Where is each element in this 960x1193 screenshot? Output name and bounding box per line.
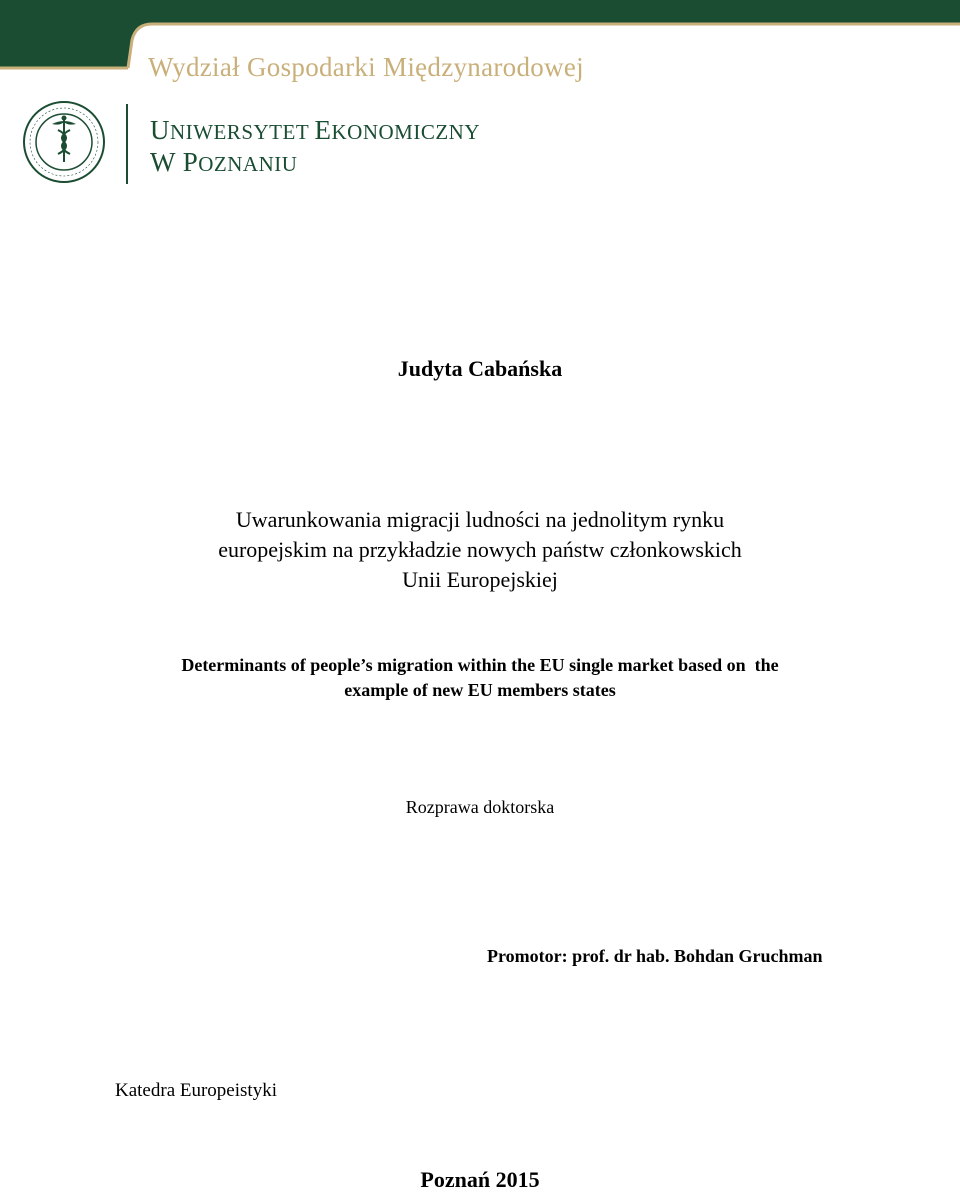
title-en-line: Determinants of people’s migration within the EU single market based on the: [181, 655, 779, 675]
logo-divider: [126, 104, 128, 184]
university-name-part: NIWERSYTET: [170, 120, 315, 144]
faculty-name: Wydział Gospodarki Międzynarodowej: [148, 52, 584, 82]
university-name-initial-wp: W P: [150, 147, 199, 177]
promotor: Promotor: prof. dr hab. Bohdan Gruchman: [487, 946, 823, 966]
university-name-line1: [150, 115, 480, 147]
university-name-part: KONOMICZNY: [331, 120, 481, 144]
title-en-line: example of new EU members states: [344, 680, 616, 700]
university-name-part: OZNANIU: [198, 152, 298, 176]
title-pl-line: Unii Europejskiej: [402, 567, 558, 592]
university-name-initial-e: E: [314, 115, 332, 145]
university-name: [150, 115, 480, 179]
university-name-line2: [150, 147, 480, 179]
thesis-type: Rozprawa doktorska: [405, 797, 555, 817]
university-seal-icon: [22, 100, 106, 184]
place-year: Poznań 2015: [420, 1167, 540, 1192]
author-name: Judyta Cabańska: [397, 356, 563, 381]
thesis-title-english: [0, 653, 960, 703]
thesis-title-polish: [0, 505, 960, 595]
title-pl-line: Uwarunkowania migracji ludności na jednolitym rynku: [235, 507, 725, 532]
department: Katedra Europeistyki: [115, 1080, 277, 1101]
title-pl-line: europejskim na przykładzie nowych państw członkowskich: [218, 537, 742, 562]
university-name-initial-u: U: [150, 115, 170, 145]
